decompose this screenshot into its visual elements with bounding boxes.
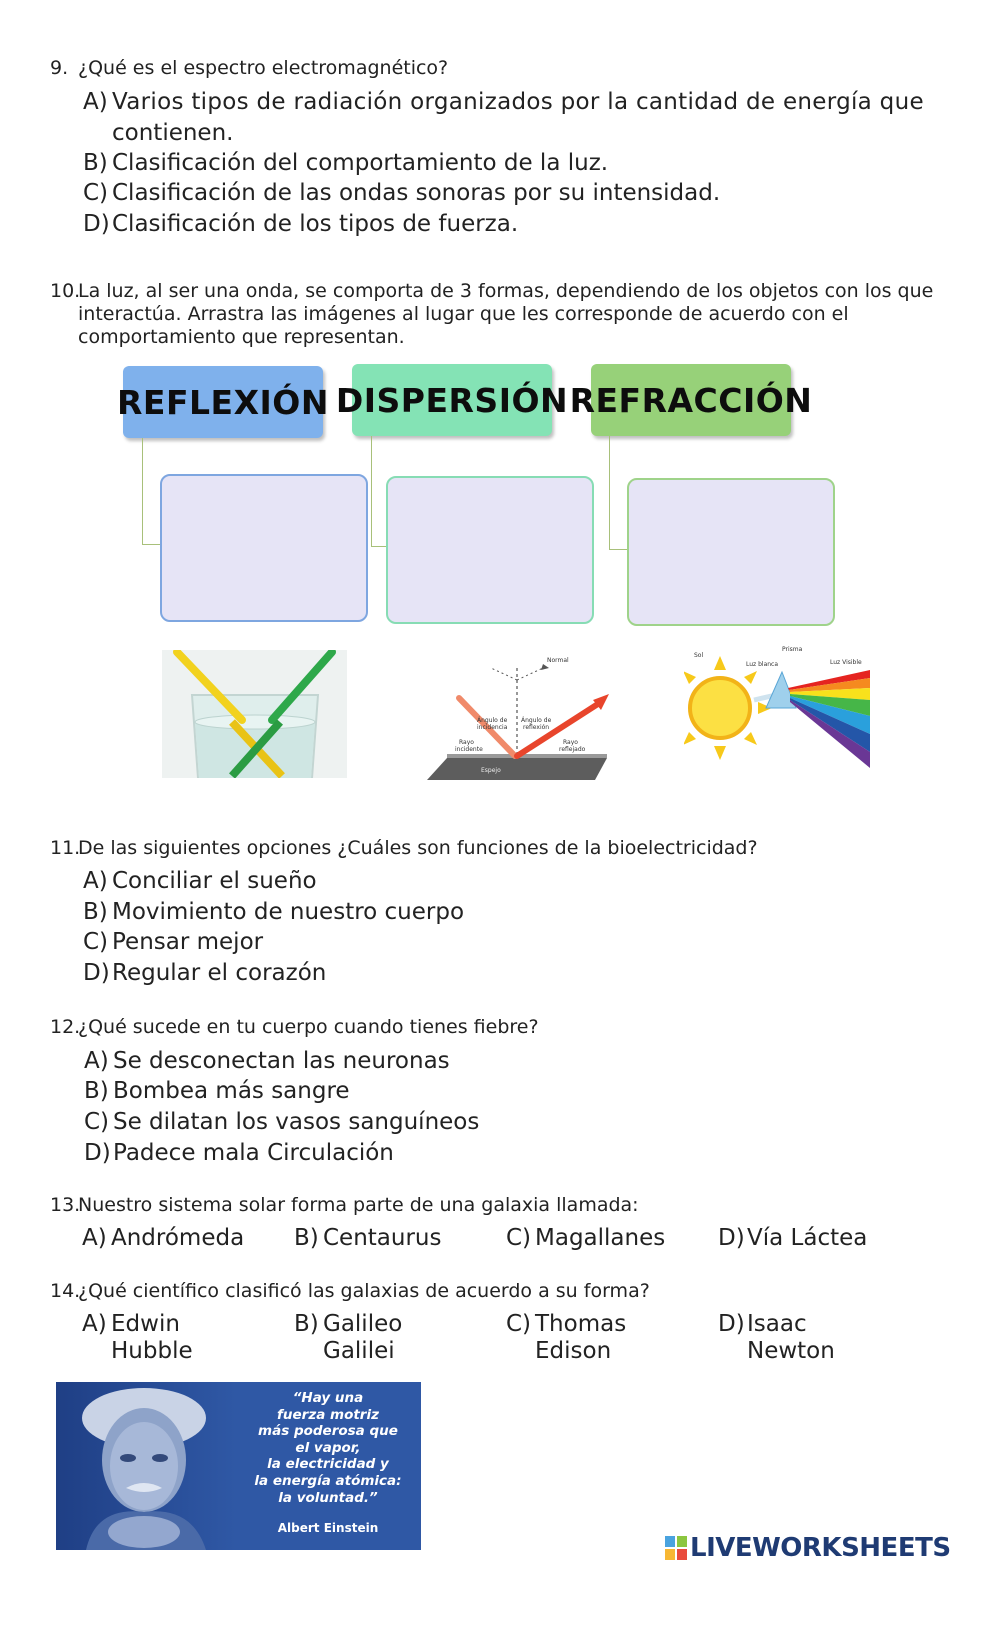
label-luz-visible: Luz Visible <box>830 659 862 666</box>
quote-line-6: la energía atómica: <box>254 1472 402 1489</box>
q14-option-d[interactable]: D) Isaac Newton <box>718 1311 835 1364</box>
q10-line-3: comportamiento que representan. <box>78 326 405 348</box>
liveworksheets-logo-icon <box>665 1536 687 1560</box>
svg-text:incidente: incidente <box>455 746 483 753</box>
q13-text: Nuestro sistema solar forma parte de una galaxia llamada: <box>78 1194 639 1216</box>
svg-text:Rayo: Rayo <box>563 739 578 746</box>
svg-text:Espejo: Espejo <box>481 767 501 774</box>
svg-text:Ángulo de: Ángulo de <box>521 717 552 724</box>
glass-straws-illustration <box>162 650 347 778</box>
connector-reflexion <box>142 438 143 544</box>
label-prisma: Prisma <box>782 646 803 653</box>
draggable-image-refraction-glass[interactable] <box>162 650 347 778</box>
q13-number: 13. <box>50 1194 81 1216</box>
q11-number: 11. <box>50 837 81 859</box>
draggable-image-reflection-mirror[interactable] <box>425 650 610 788</box>
dropzone-dispersion[interactable] <box>386 476 594 624</box>
quote-line-5: la electricidad y <box>267 1456 389 1473</box>
quote-line-4: el vapor, <box>295 1439 361 1456</box>
q9-text: ¿Qué es el espectro electromagnético? <box>78 57 449 79</box>
q10-number: 10. <box>50 280 81 302</box>
header-dispersion: DISPERSIÓN <box>352 364 552 436</box>
q10-line-1: La luz, al ser una onda, se comporta de 3 formas, dependiendo de los objetos con los que <box>78 280 934 302</box>
q12-number: 12. <box>50 1016 81 1038</box>
svg-text:Rayo: Rayo <box>459 739 474 746</box>
mirror-reflection-illustration <box>425 650 610 788</box>
quote-line-3: más poderosa que <box>258 1423 398 1440</box>
einstein-portrait <box>56 1382 236 1550</box>
quote-line-2: fuerza motriz <box>277 1406 379 1423</box>
prism-dispersion-illustration <box>684 642 870 772</box>
q11-text: De las siguientes opciones ¿Cuáles son funciones de la bioelectricidad? <box>78 837 758 859</box>
header-reflexion: REFLEXIÓN <box>123 366 323 438</box>
connector-dispersion <box>371 436 372 546</box>
label-luz-blanca: Luz blanca <box>746 661 779 668</box>
svg-text:reflexión: reflexión <box>523 724 550 731</box>
quote-line-1: “Hay una <box>292 1390 364 1406</box>
svg-text:incidencia: incidencia <box>477 724 508 731</box>
dropzone-refraccion[interactable] <box>627 478 835 626</box>
connector-dispersion-h <box>371 546 386 547</box>
q14-number: 14. <box>50 1280 81 1302</box>
header-refraccion: REFRACCIÓN <box>591 364 791 436</box>
q14-option-b[interactable]: B) Galileo Galilei <box>294 1311 403 1364</box>
connector-refraccion-h <box>609 549 627 550</box>
q10-line-2: interactúa. Arrastra las imágenes al lugar que les corresponde de acuerdo con el <box>78 303 849 325</box>
connector-refraccion <box>609 436 610 549</box>
q14-option-a[interactable]: A) Edwin Hubble <box>82 1311 193 1364</box>
dropzone-reflexion[interactable] <box>160 474 368 622</box>
label-sol: Sol <box>694 652 704 659</box>
q9-number: 9. <box>50 57 69 79</box>
draggable-image-dispersion-prism[interactable] <box>684 642 870 772</box>
q14-option-c[interactable]: C) Thomas Edison <box>506 1311 627 1364</box>
svg-text:reflejado: reflejado <box>559 746 586 753</box>
quote-author: Albert Einstein <box>277 1521 379 1536</box>
connector-reflexion-h <box>142 544 160 545</box>
quote-line-7: la voluntad.” <box>278 1489 378 1506</box>
q12-text: ¿Qué sucede en tu cuerpo cuando tienes fiebre? <box>78 1016 539 1038</box>
svg-text:Ángulo de: Ángulo de <box>477 717 508 724</box>
q14-text: ¿Qué científico clasificó las galaxias de acuerdo a su forma? <box>78 1280 650 1302</box>
einstein-quote-image <box>56 1382 421 1550</box>
liveworksheets-logo <box>665 1532 955 1564</box>
brand-text: LIVEWORKSHEETS <box>690 1533 951 1563</box>
label-normal: Normal <box>547 657 569 664</box>
